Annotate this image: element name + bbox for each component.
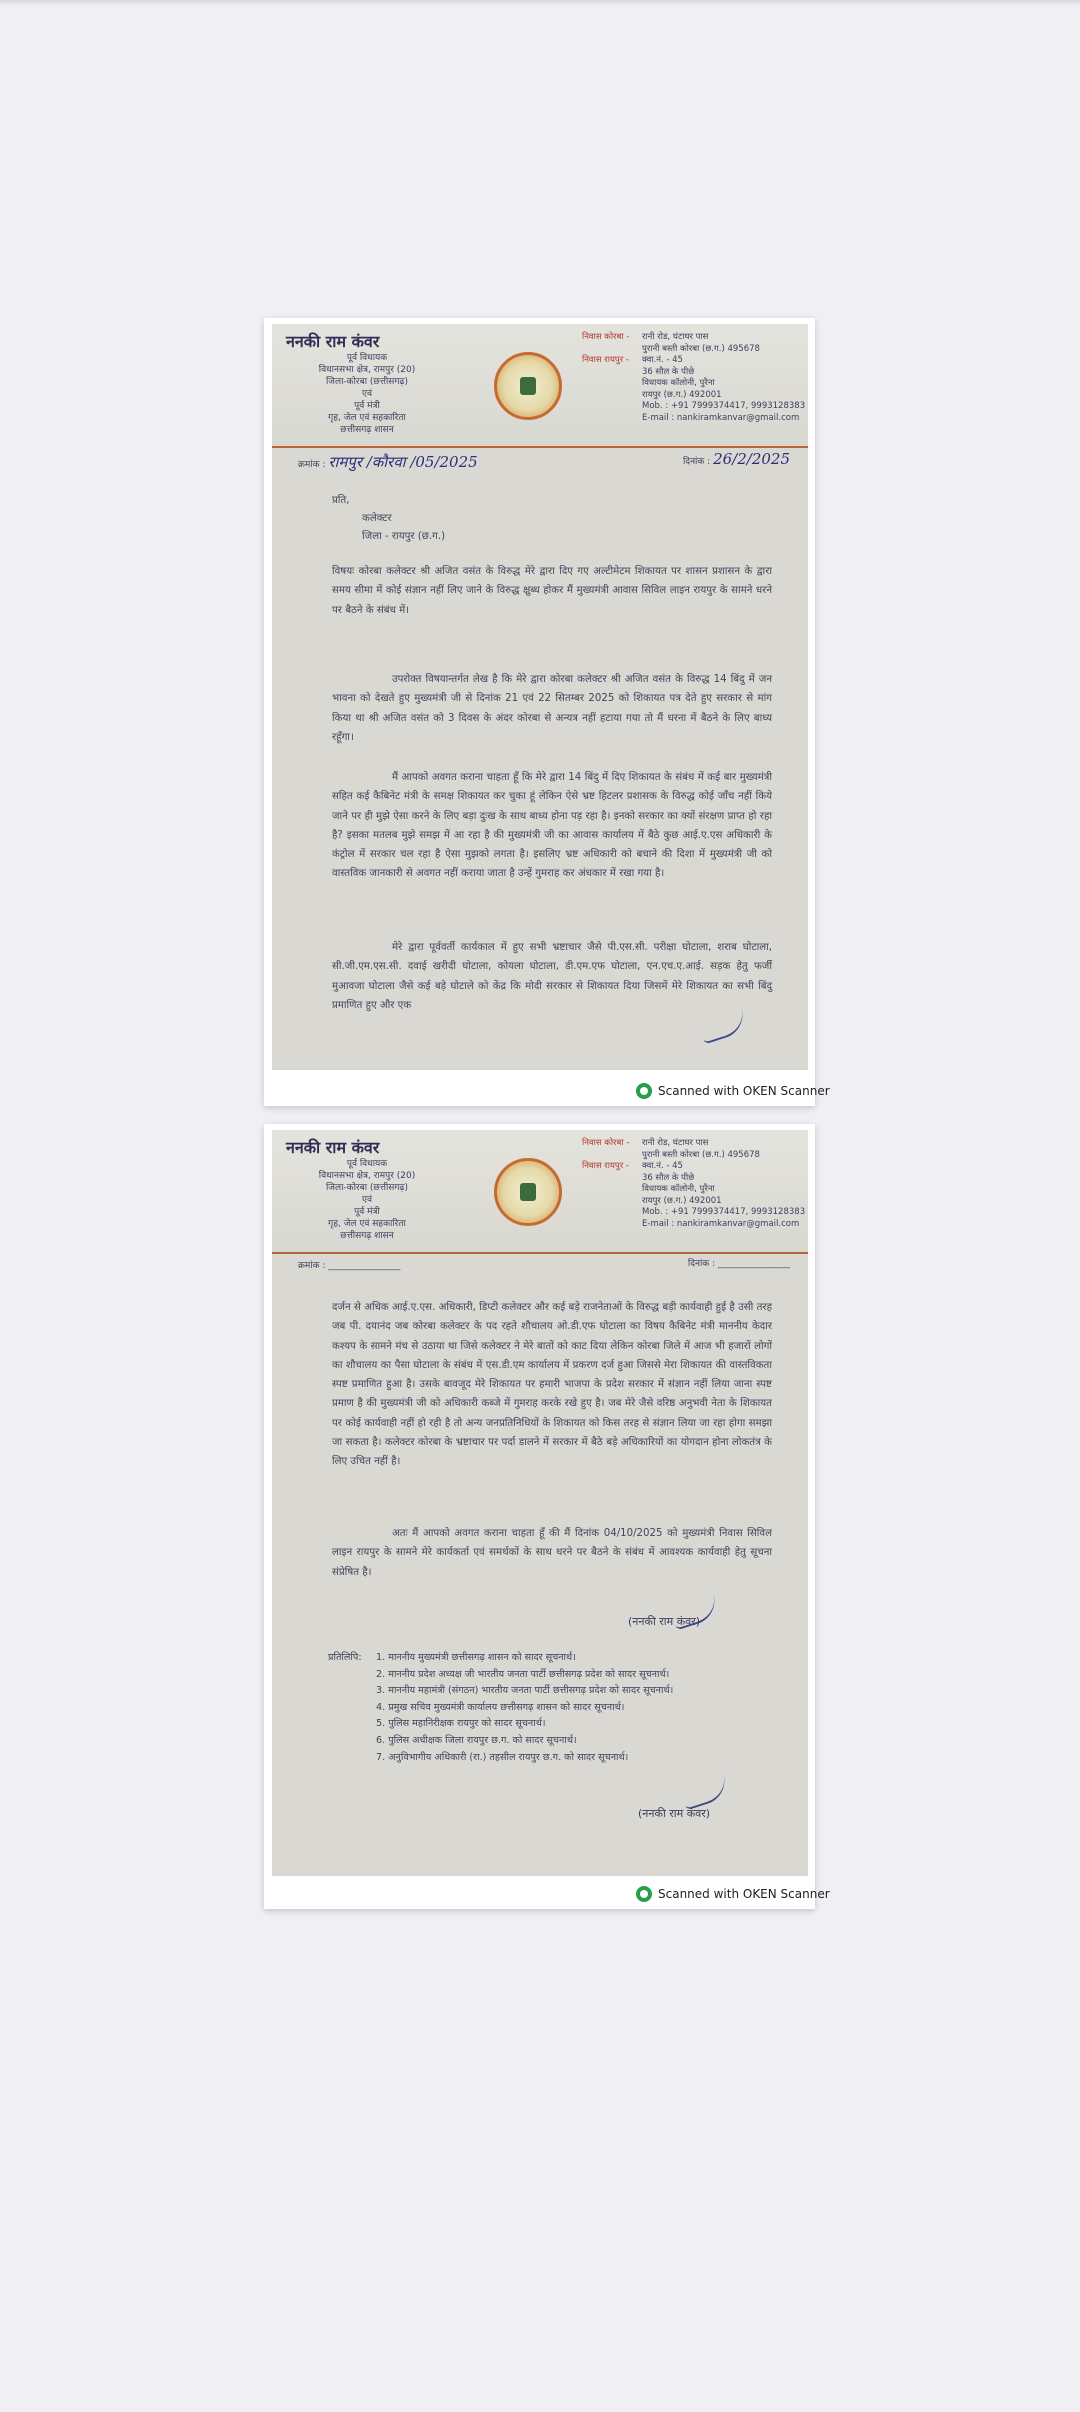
letterhead-name: ननकी राम कंवर bbox=[286, 332, 380, 351]
scanner-footer bbox=[264, 1875, 830, 1909]
lh-line: छत्तीसगढ़ शासन bbox=[340, 1231, 394, 1241]
date-value: 26/2/2025 bbox=[713, 450, 790, 468]
recipient-line: जिला - रायपुर (छ.ग.) bbox=[362, 531, 446, 542]
document-page-1 bbox=[264, 318, 830, 1106]
body-paragraph-5: अतः मैं आपको अवगत कराना चाहता हूँ की मैं दिनांक 04/10/2025 को मुख्यमंत्री निवास सिविल लाइन रायपुर के सामने मेरे कार्यकर्ता एवं समर्थकों के साथ धरने पर बैठने के संबंध में आवश्यक कार्यवाही हेतु सूचना संप्रेषित है। bbox=[332, 1528, 772, 1578]
recipient-line: प्रति, bbox=[332, 495, 350, 506]
signatory-name: (ननकी राम कंवर) bbox=[628, 1615, 701, 1628]
lh-line: जिला-कोरबा (छत्तीसगढ़) bbox=[325, 1183, 409, 1193]
korba-label: निवास कोरबा - bbox=[582, 332, 630, 342]
body-paragraph-1: उपरोक्त विषयान्तर्गत लेख है कि मेरे द्वारा कोरबा कलेक्टर श्री अजित वसंत के विरुद्ध 14 बिंदु में जन भावना को देखते हुए मुख्यमंत्री जी से दिनांक 21 एवं 22 सितम्बर 2025 को शिकायत पत्र देते हुए सरकार से मांग किया था श्री अजित वसंत को 3 दिवस के अंदर कोरबा से अन्यत्र नहीं हटाया गया तो मैं धरना में बैठने के लिए बाध्य रहूँगा। bbox=[332, 674, 772, 743]
korba-label: निवास कोरबा - bbox=[582, 1138, 630, 1148]
scanned-letter-1 bbox=[272, 324, 808, 1070]
signature-mark bbox=[679, 1773, 730, 1810]
letterhead-name: ननकी राम कंवर bbox=[286, 1138, 380, 1157]
lh-line: पूर्व मंत्री bbox=[354, 1207, 380, 1217]
lh-line: छत्तीसगढ़ शासन bbox=[340, 425, 394, 435]
body-paragraph-3: मेरे द्वारा पूर्ववर्ती कार्यकाल में हुए सभी भ्रष्टाचार जैसे पी.एस.सी. परीक्षा घोटाला, शराब घोटाला, सी.जी.एम.एस.सी. दवाई खरीदी घोटाला, कोयला घोटाला, डी.एम.एफ घोटाला, एन.एच.ए.आई. सड़क हेतु फर्जी मुआवजा घोटाला जैसे कई बड़े घोटाले को केंद्र कि मोदी सरकार से शिकायत दिया जिसमें मेरे शिकायत का सभी बिंदु प्रमाणित हुए और एक bbox=[332, 942, 772, 1011]
letterhead-left-block bbox=[282, 1158, 452, 1242]
address-line: रायपुर (छ.ग.) 492001 bbox=[642, 1195, 722, 1206]
cc-item: 5. पुलिस महानिरीक्षक रायपुर को सादर सूचनार्थ। bbox=[376, 1718, 546, 1730]
lh-line: विधानसभा क्षेत्र, रामपुर (20) bbox=[318, 1171, 416, 1181]
party-emblem-icon bbox=[494, 1158, 562, 1226]
cc-item: 7. अनुविभागीय अधिकारी (रा.) तहसील रायपुर छ.ग. को सादर सूचनार्थ। bbox=[376, 1751, 629, 1763]
copy-list bbox=[328, 1650, 798, 1766]
address-line: पुरानी बस्ती कोरबा (छ.ग.) 495678 bbox=[642, 1149, 760, 1160]
address-line: रानी रोड, घंटाघर पास bbox=[642, 332, 709, 342]
mobile-number: Mob. : +91 7999374417, 9993128383 bbox=[642, 401, 806, 411]
cc-item: 1. माननीय मुख्यमंत्री छत्तीसगढ़ शासन को सादर सूचनार्थ। bbox=[376, 1652, 576, 1663]
reference-line bbox=[298, 452, 798, 472]
subject-paragraph: विषयः कोरबा कलेक्टर श्री अजित वसंत के विरुद्ध मेरे द्वारा दिए गए अल्टीमेटम शिकायत पर शासन प्रशासन के द्वारा समय सीमा में कोई संज्ञान नहीं लिए जाने के विरुद्ध क्षुब्ध होकर मैं मुख्यमंत्री आवास सिविल लाइन रायपुर के सामने धरने पर बैठने के संबंध में। bbox=[332, 566, 772, 616]
lh-line: पूर्व विधायक bbox=[346, 353, 388, 363]
lh-line: जिला-कोरबा (छत्तीसगढ़) bbox=[325, 377, 409, 387]
address-line: 36 सौल के पीछे bbox=[642, 366, 695, 377]
letterhead-left-block bbox=[282, 352, 452, 436]
scanner-watermark-text: Scanned with OKEN Scanner bbox=[658, 1084, 830, 1098]
lh-line: एवं bbox=[362, 389, 372, 399]
oken-scanner-logo-icon bbox=[636, 1083, 652, 1099]
address-line: रानी रोड, घंटाघर पास bbox=[642, 1138, 709, 1148]
lh-line: एवं bbox=[362, 1195, 372, 1205]
cc-item: 4. प्रमुख सचिव मुख्यमंत्री कार्यालय छत्तीसगढ़ शासन को सादर सूचनार्थ। bbox=[376, 1701, 625, 1713]
oken-scanner-logo-icon bbox=[636, 1886, 652, 1902]
ref-label: क्रमांक : bbox=[298, 460, 326, 470]
address-line: पुरानी बस्ती कोरबा (छ.ग.) 495678 bbox=[642, 343, 760, 354]
letterhead-address-block bbox=[582, 332, 804, 424]
recipient-line: कलेक्टर bbox=[362, 513, 392, 524]
party-emblem-icon bbox=[494, 352, 562, 420]
letterhead-address-block bbox=[582, 1138, 804, 1230]
recipient-block bbox=[332, 492, 772, 546]
cc-item: 2. माननीय प्रदेश अध्यक्ष जी भारतीय जनता पार्टी छत्तीसगढ़ प्रदेश को सादर सूचनार्थ। bbox=[376, 1668, 670, 1680]
raipur-label: निवास रायपुर - bbox=[582, 1161, 629, 1171]
letterhead bbox=[272, 1130, 808, 1254]
scanner-watermark-text: Scanned with OKEN Scanner bbox=[658, 1887, 830, 1901]
ref-value: रामपुर /कौरवा /05/2025 bbox=[328, 453, 478, 471]
lh-line: गृह, जेल एवं सहकारिता bbox=[328, 413, 406, 423]
email-address: E-mail : nankiramkanvar@gmail.com bbox=[642, 412, 800, 423]
address-line: रायपुर (छ.ग.) 492001 bbox=[642, 389, 722, 400]
lh-line: विधानसभा क्षेत्र, रामपुर (20) bbox=[318, 365, 416, 375]
signatory-name: (ननकी राम कंवर) bbox=[638, 1807, 711, 1820]
lh-line: गृह, जेल एवं सहकारिता bbox=[328, 1219, 406, 1229]
cc-label: प्रतिलिपि: bbox=[328, 1652, 362, 1663]
date-label: दिनांक : bbox=[687, 1259, 716, 1269]
raipur-label: निवास रायपुर - bbox=[582, 355, 629, 365]
address-line: 36 सौल के पीछे bbox=[642, 1172, 695, 1183]
ref-label: क्रमांक : bbox=[298, 1261, 326, 1271]
body-paragraph-4: दर्जन से अधिक आई.ए.एस. अधिकारी, डिप्टी कलेक्टर और कई बड़े राजनेताओं के विरुद्ध बड़ी कार्यवाही हुई है उसी तरह जब पी. दयानंद जब कोरबा कलेक्टर के पद रहते शौचालय ओ.डी.एफ घोटाला का विषय कैबिनेट मंत्री माननीय केदार कश्यप के सामने मंच से उठाया था जिसे कलेक्टर ने मेरे बातों को काट दिया लेकिन कोरबा जिले में आज भी हजारों लोगों का शौचालय का पैसा घोटाला के संबंध में एस.डी.एम कार्यालय में प्रकरण दर्ज हुआ जिससे मेरा शिकायत की वास्तविकता स्पष्ट प्रमाणित हुआ है। उसके बावजूद मेरे शिकायत पर हमारी भाजपा के प्रदेश सरकार में संज्ञान नहीं लिया जाना स्पष्ट प्रमाण है की मुख्यमंत्री जी को अधिकारी कब्जे में गुमराह करके रखे हुए है। जब मेरे जैसे वरिष्ठ अनुभवी नेता के शिकायत पर कोई कार्यवाही नहीं हो रही है तो अन्य जनप्रतिनिधियों के शिकायत को किस तरह से संज्ञान लिया जा रहा होगा समझा जा सकता है। कलेक्टर कोरबा के भ्रष्टाचार पर पर्दा डालने में सरकार में बैठे बड़े अधिकारियों का योगदान होना लोकतंत्र के लिए उचित नहीं है। bbox=[332, 1302, 772, 1468]
lh-line: पूर्व मंत्री bbox=[354, 401, 380, 411]
top-status-strip bbox=[0, 0, 1080, 6]
lh-line: पूर्व विधायक bbox=[346, 1159, 388, 1169]
address-line: क्वा.नं. - 45 bbox=[642, 355, 683, 365]
cc-item: 6. पुलिस अधीक्षक जिला रायपुर छ.ग. को सादर सूचनार्थ। bbox=[376, 1734, 577, 1746]
reference-line: क्रमांक : ________________ दिनांक : ________________ bbox=[298, 1259, 790, 1271]
mobile-number: Mob. : +91 7999374417, 9993128383 bbox=[642, 1207, 806, 1217]
scanned-letter-2 bbox=[272, 1130, 808, 1876]
email-address: E-mail : nankiramkanvar@gmail.com bbox=[642, 1218, 800, 1229]
scanner-footer bbox=[264, 1072, 830, 1106]
letterhead bbox=[272, 324, 808, 448]
body-paragraph-2: मैं आपको अवगत कराना चाहता हूँ कि मेरे द्वारा 14 बिंदु में दिए शिकायत के संबंध में कई बार मुख्यमंत्री सहित कई कैबिनेट मंत्री के समक्ष शिकायत कर चुका हूं लेकिन ऐसे भ्रष्ट हिटलर प्रशासक के विरुद्ध कोई जाँच नहीं किये जाने पर ही मुझे ऐसा करने के लिए बड़ा दुःख के साथ बाध्य होना पड़ रहा है। इनको सरकार का क्यों संरक्षण प्राप्त हो रहा है? इसका मतलब मुझे समझ में आ रहा है की मुख्यमंत्री जी का आवास कार्यालय में बैठे कुछ आई.ए.एस अधिकारी के कंट्रोल में सरकार चल रहा है ऐसा मुझको लगता है। इसलिए भ्रष्ट अधिकारी को बचाने की दिशा में मुख्यमंत्री जी को वास्तविक जानकारी से अवगत नहीं कराया जाता है उन्हें गुमराह कर अंधकार में रखा गया है। bbox=[332, 772, 772, 880]
address-line: विधायक कॉलोनी, पुरैना bbox=[642, 378, 715, 388]
date-label: दिनांक : bbox=[682, 457, 711, 467]
cc-item: 3. माननीय महामंत्री (संगठन) भारतीय जनता पार्टी छत्तीसगढ़ प्रदेश को सादर सूचनार्थ। bbox=[376, 1685, 674, 1697]
document-page-2 bbox=[264, 1124, 830, 1909]
address-line: विधायक कॉलोनी, पुरैना bbox=[642, 1184, 715, 1194]
address-line: क्वा.नं. - 45 bbox=[642, 1161, 683, 1171]
